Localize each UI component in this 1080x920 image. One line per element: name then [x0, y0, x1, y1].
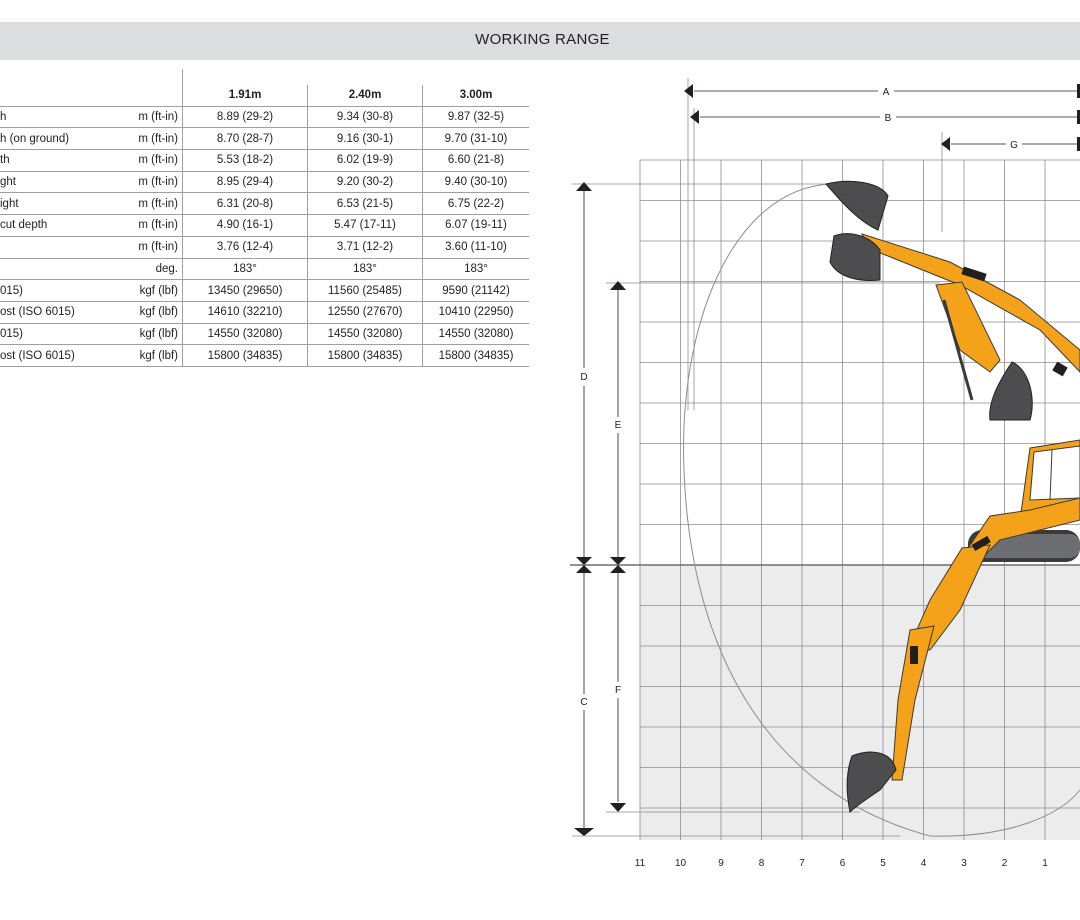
- row-label: ght: [0, 171, 116, 193]
- row-value: 14610 (32210): [183, 301, 308, 323]
- table-row: [0, 236, 529, 258]
- row-value: 14550 (32080): [183, 323, 308, 345]
- row-value: 183°: [183, 258, 308, 280]
- table-row: [0, 258, 529, 280]
- spec-table-body: [0, 106, 529, 366]
- row-value: 12550 (27670): [308, 301, 423, 323]
- row-label: ost (ISO 6015): [0, 345, 116, 367]
- table-row: [0, 323, 529, 345]
- row-value: 9.34 (30-8): [308, 106, 423, 128]
- row-unit: m (ft-in): [116, 106, 183, 128]
- row-value: 183°: [423, 258, 530, 280]
- row-value: 4.90 (16-1): [183, 215, 308, 237]
- table-row: [0, 345, 529, 367]
- row-value: 15800 (34835): [183, 345, 308, 367]
- row-value: 15800 (34835): [308, 345, 423, 367]
- row-unit: kgf (lbf): [116, 301, 183, 323]
- x-axis-tick-label: 7: [799, 858, 805, 869]
- row-value: 3.76 (12-4): [183, 236, 308, 258]
- row-label: h (on ground): [0, 128, 116, 150]
- row-unit: deg.: [116, 258, 183, 280]
- row-label: [0, 236, 116, 258]
- row-value: 9.40 (30-10): [423, 171, 530, 193]
- row-value: 8.89 (29-2): [183, 106, 308, 128]
- row-value: 8.95 (29-4): [183, 171, 308, 193]
- x-axis-tick-label: 4: [920, 858, 927, 869]
- dimension-e: [606, 281, 940, 565]
- row-value: 9.16 (30-1): [308, 128, 423, 150]
- row-unit: kgf (lbf): [116, 280, 183, 302]
- table-row: [0, 150, 529, 172]
- row-value: 6.53 (21-5): [308, 193, 423, 215]
- dim-label-e: E: [614, 420, 622, 431]
- row-value: 6.07 (19-11): [423, 215, 530, 237]
- spec-table: [0, 69, 529, 367]
- row-label: h: [0, 106, 116, 128]
- x-axis-tick-label: 1: [1042, 858, 1048, 869]
- row-label: 015): [0, 280, 116, 302]
- table-row: [0, 106, 529, 128]
- x-axis-tick-label: 11: [634, 858, 646, 869]
- x-axis-ticks: [635, 858, 1048, 869]
- row-label: cut depth: [0, 215, 116, 237]
- dim-label-b: B: [884, 113, 892, 124]
- dim-label-f: F: [614, 685, 622, 696]
- row-value: 6.02 (19-9): [308, 150, 423, 172]
- dim-label-a: A: [882, 87, 890, 98]
- row-label: [0, 258, 116, 280]
- row-value: 6.60 (21-8): [423, 150, 530, 172]
- row-unit: kgf (lbf): [116, 345, 183, 367]
- row-unit: m (ft-in): [116, 171, 183, 193]
- table-row: [0, 215, 529, 237]
- row-label: ight: [0, 193, 116, 215]
- working-range-diagram: [560, 70, 1080, 910]
- row-value: 13450 (29650): [183, 280, 308, 302]
- dimension-b: [690, 108, 1080, 410]
- column-header: 2.40m: [308, 85, 423, 106]
- row-value: 5.53 (18-2): [183, 150, 308, 172]
- row-unit: m (ft-in): [116, 215, 183, 237]
- column-header: 3.00m: [423, 85, 530, 106]
- working-range-banner: [0, 22, 1080, 60]
- row-value: 9.70 (31-10): [423, 128, 530, 150]
- row-value: 8.70 (28-7): [183, 128, 308, 150]
- dim-label-d: D: [580, 372, 588, 383]
- x-axis-tick-label: 3: [961, 858, 967, 869]
- dim-label-c: C: [580, 697, 588, 708]
- row-value: 15800 (34835): [423, 345, 530, 367]
- banner-title: WORKING RANGE: [475, 31, 610, 48]
- dimension-d: [572, 182, 830, 565]
- table-header-row: [0, 85, 529, 106]
- row-unit: kgf (lbf): [116, 323, 183, 345]
- row-value: 3.71 (12-2): [308, 236, 423, 258]
- row-value: 11560 (25485): [308, 280, 423, 302]
- row-unit: m (ft-in): [116, 150, 183, 172]
- table-header-spacer: [0, 69, 529, 85]
- dim-label-g: G: [1010, 140, 1018, 151]
- row-value: 10410 (22950): [423, 301, 530, 323]
- row-value: 6.31 (20-8): [183, 193, 308, 215]
- row-value: 14550 (32080): [423, 323, 530, 345]
- row-unit: m (ft-in): [116, 193, 183, 215]
- row-value: 5.47 (17-11): [308, 215, 423, 237]
- row-value: 9.87 (32-5): [423, 106, 530, 128]
- table-row: [0, 301, 529, 323]
- row-label: ost (ISO 6015): [0, 301, 116, 323]
- row-unit: m (ft-in): [116, 236, 183, 258]
- table-row: [0, 280, 529, 302]
- row-value: 9.20 (30-2): [308, 171, 423, 193]
- row-value: 9590 (21142): [423, 280, 530, 302]
- excavator-raised-attachment: [826, 181, 1080, 420]
- row-value: 6.75 (22-2): [423, 193, 530, 215]
- x-axis-tick-label: 5: [880, 858, 886, 869]
- x-axis-tick-label: 9: [718, 858, 724, 869]
- table-row: [0, 128, 529, 150]
- row-label: th: [0, 150, 116, 172]
- row-unit: m (ft-in): [116, 128, 183, 150]
- x-axis-tick-label: 2: [1001, 858, 1008, 869]
- dimension-g: [941, 132, 1080, 232]
- table-row: [0, 171, 529, 193]
- x-axis-tick-label: 8: [758, 858, 765, 869]
- column-header: 1.91m: [183, 85, 308, 106]
- row-label: 015): [0, 323, 116, 345]
- row-value: 183°: [308, 258, 423, 280]
- row-value: 3.60 (11-10): [423, 236, 530, 258]
- table-row: [0, 193, 529, 215]
- x-axis-tick-label: 6: [839, 858, 846, 869]
- x-axis-tick-label: 10: [674, 858, 687, 869]
- row-value: 14550 (32080): [308, 323, 423, 345]
